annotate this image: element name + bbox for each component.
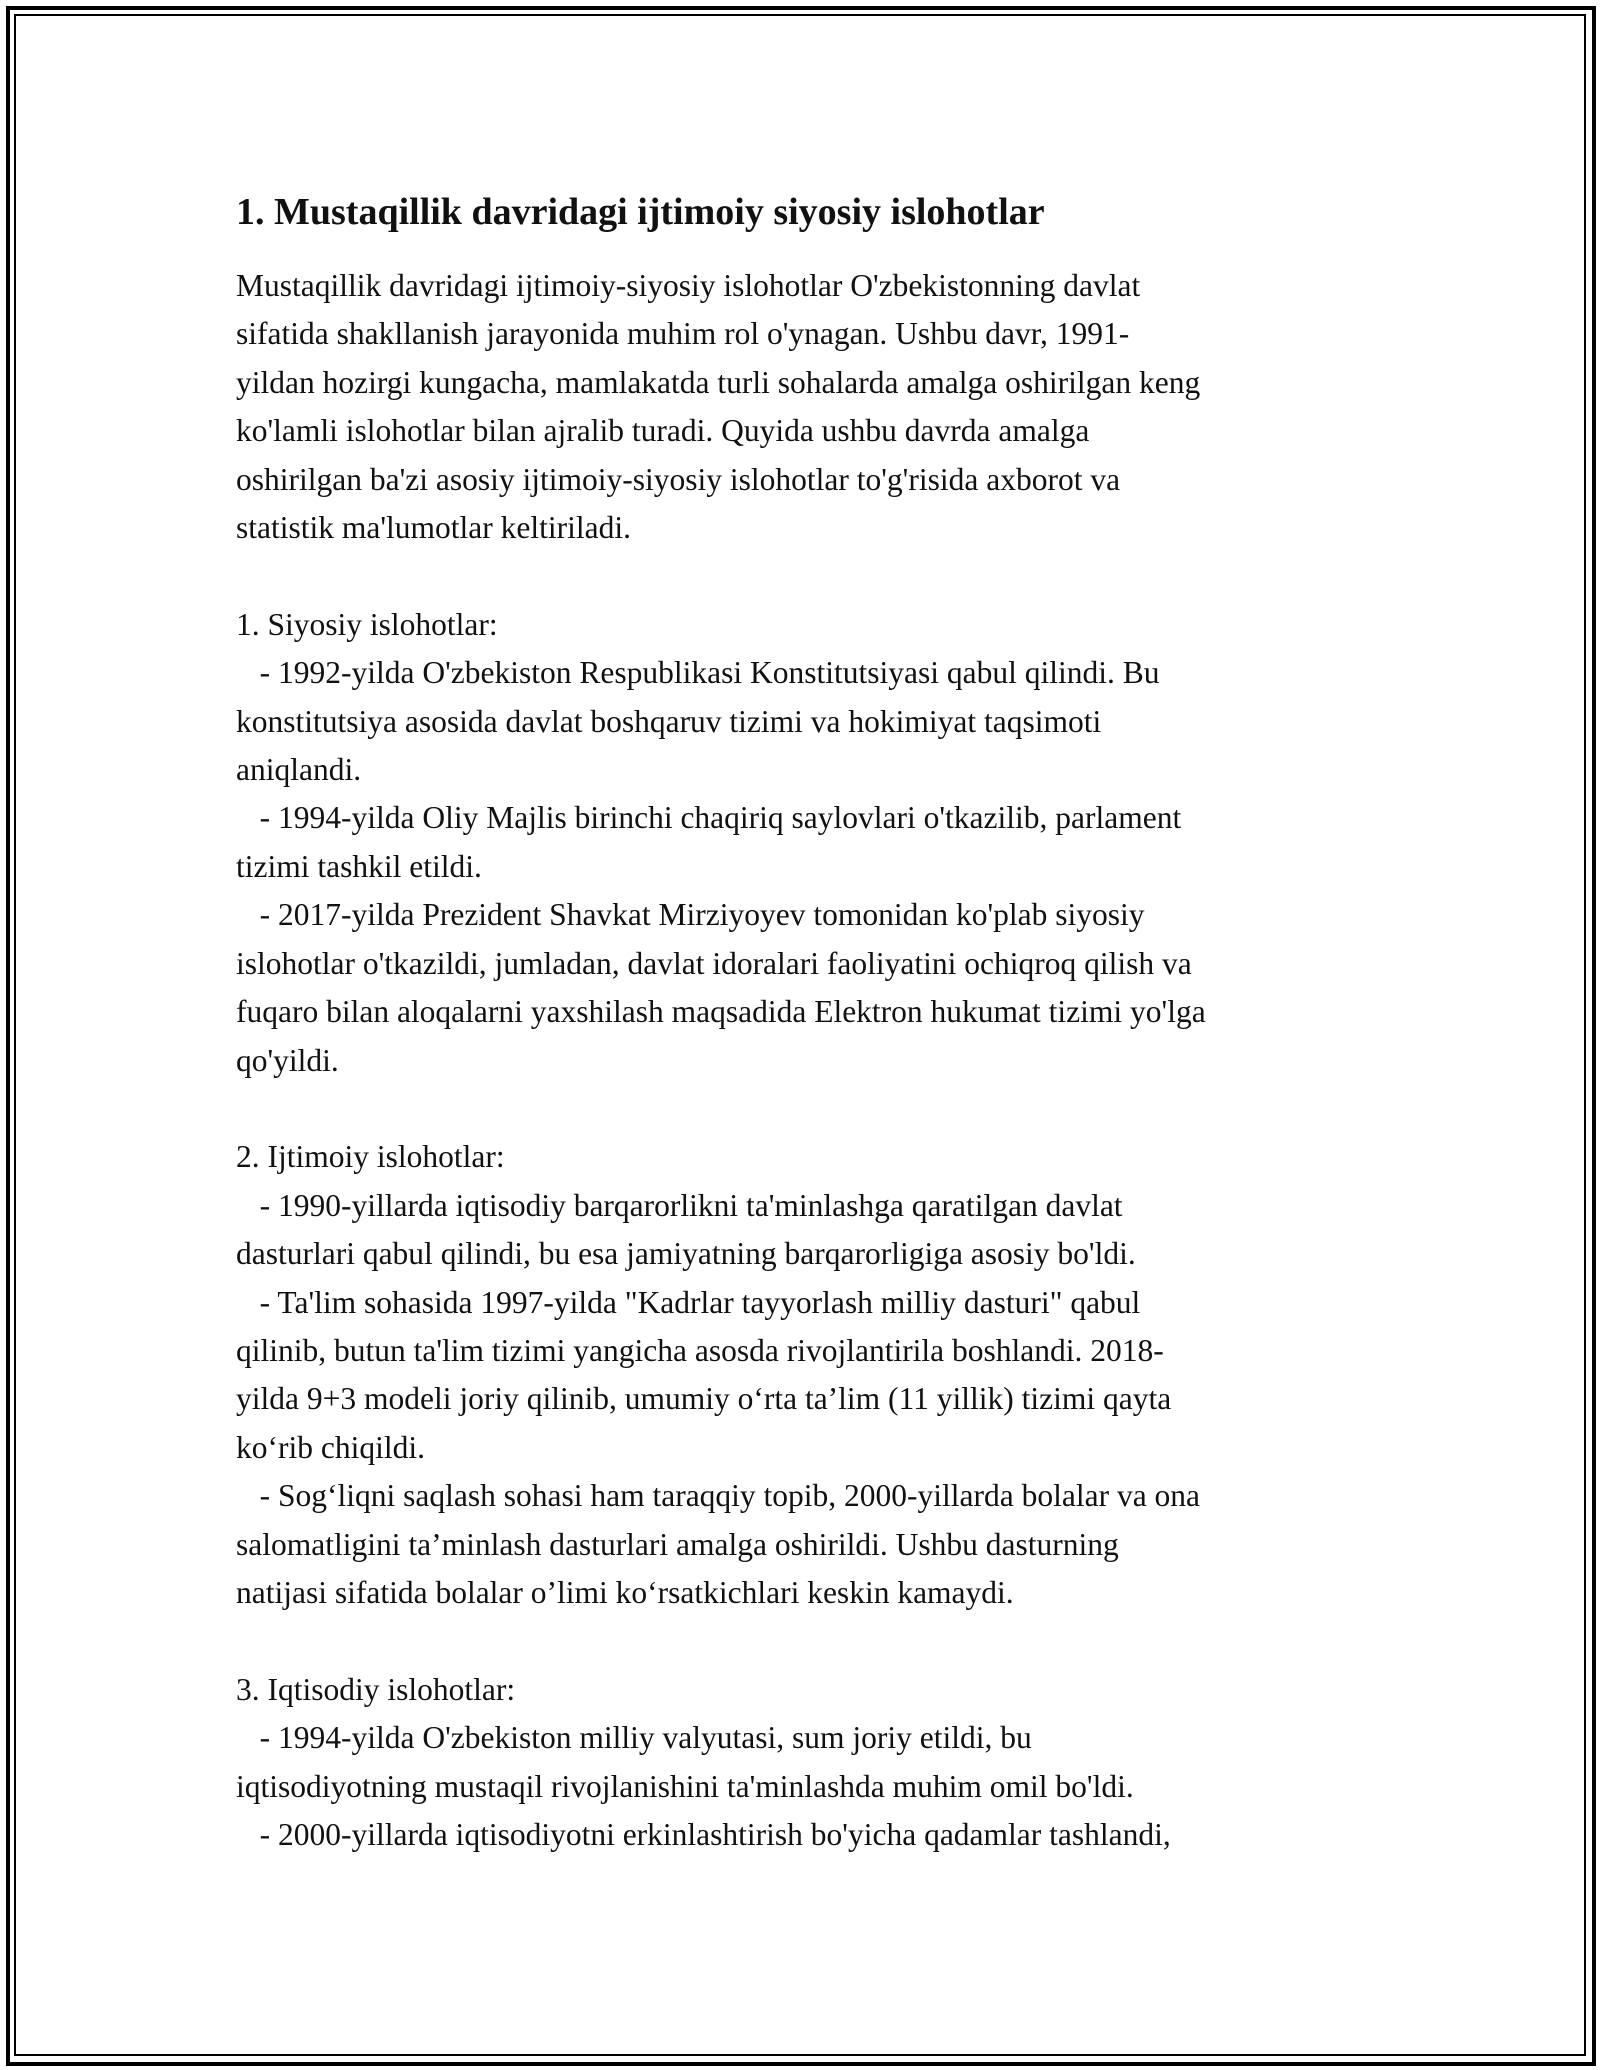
document-body: Mustaqillik davridagi ijtimoiy-siyosiy islohotlar O'zbekistonning davlat sifatida shakllanish jarayonida muhim rol o'ynagan. Ushbu davr, 1991- yildan hozirgi kungacha, mamlakatda turli sohalarda amalga oshirilgan keng ko'lamli islohotlar bilan ajralib turadi. Quyida ushbu davrda amalga oshirilgan ba'zi asosiy ijtimoiy-siyosiy islohotlar to'g'risida axborot va statistik ma'lumotlar keltiriladi. 1. Siyosiy islohotlar: - 1992-yilda O'zbekiston Respublikasi Konstitutsiyasi qabul qilindi. Bu konstitutsiya asosida davlat boshqaruv tizimi va hokimiyat taqsimoti aniqlandi. - 1994-yilda Oliy Majlis birinchi chaqiriq saylovlari o'tkazilib, parlament tizimi tashkil etildi. - 2017-yilda Prezident Shavkat Mirziyoyev tomonidan ko'plab siyosiy islohotlar o'tkazildi, jumladan, davlat idoralari faoliyatini ochiqroq qilish va fuqaro bilan aloqalarni yaxshilash maqsadida Elektron hukumat tizimi yo'lga qo'yildi. 2. Ijtimoiy islohotlar: - 1990-yillarda iqtisodiy barqarorlikni ta'minlashga qaratilgan davlat dasturlari qabul qilindi, bu esa jamiyatning barqarorligiga asosiy bo'ldi. - Ta'lim sohasida 1997-yilda "Kadrlar tayyorlash milliy dasturi" qabul qilinib, butun ta'lim tizimi yangicha asosda rivojlantirila boshlandi. 2018- yilda 9+3 modeli joriy qilinib, umumiy o‘rta ta’lim (11 yillik) tizimi qayta ko‘rib chiqildi. - Sog‘liqni saqlash sohasi ham taraqqiy topib, 2000-yillarda bolalar va ona salomatligini ta’minlash dasturlari amalga oshirildi. Ushbu dasturning natijasi sifatida bolalar o’limi ko‘rsatkichlari keskin kamaydi. 3. Iqtisodiy islohotlar: - 1994-yilda O'zbekiston milliy valyutasi, sum joriy etildi, bu iqtisodiyotning mustaqil rivojlanishini ta'minlashda muhim omil bo'ldi. - 2000-yillarda iqtisodiyotni erkinlashtirish bo'yicha qadamlar tashlandi, [236, 268, 1206, 1852]
document-page [236, 188, 1376, 1859]
page-title: 1. Mustaqillik davridagi ijtimoiy siyosiy islohotlar [236, 191, 1045, 233]
